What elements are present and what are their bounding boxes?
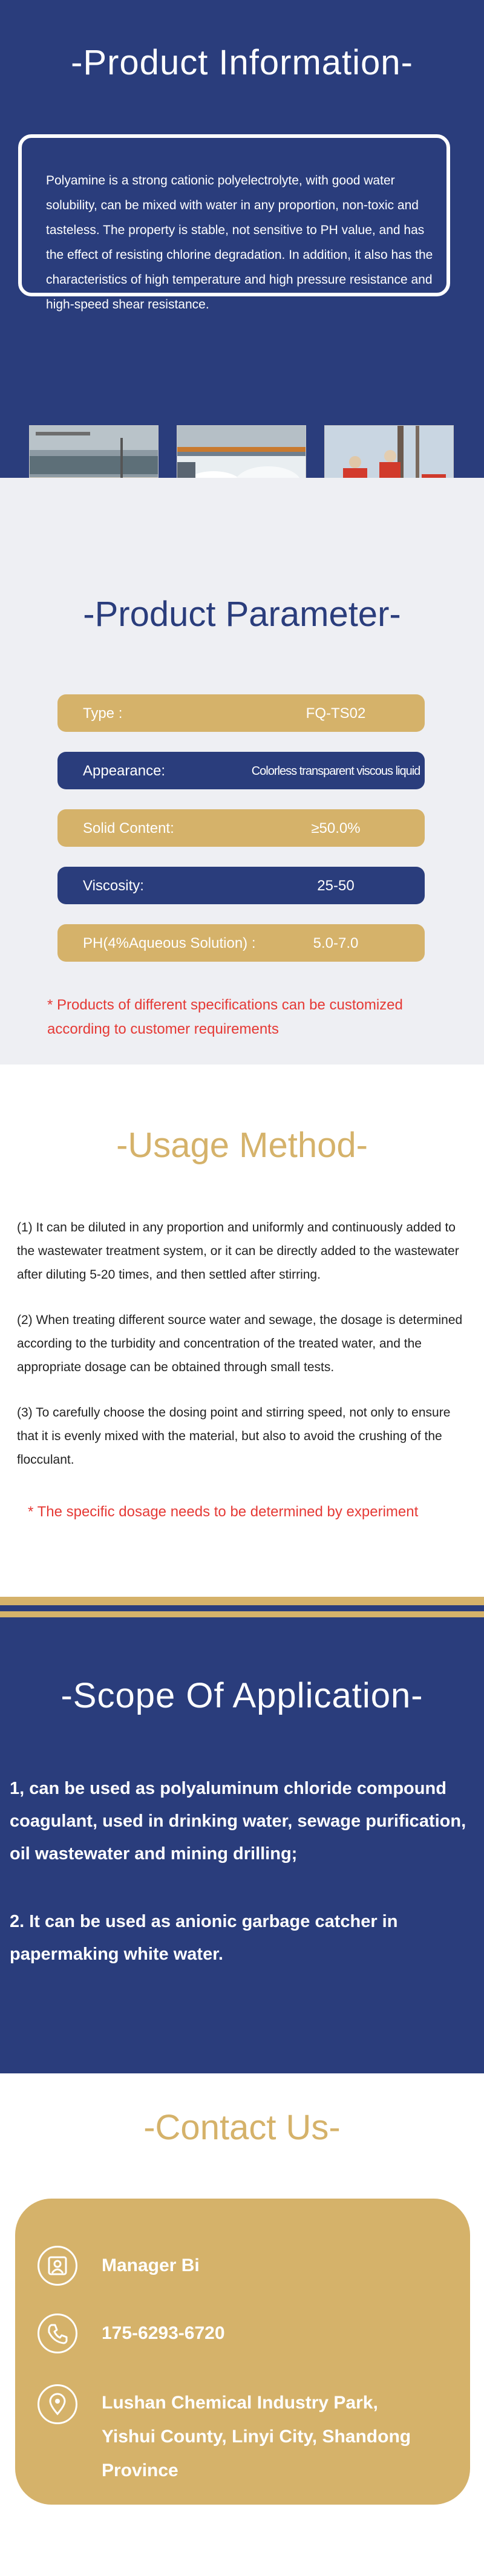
param-row-ph [57, 924, 425, 962]
param-value: 5.0-7.0 [313, 935, 359, 951]
info-text: Polyamine is a strong cationic polyelectrolyte, with good water solubility, can be mixed with water in any proportion, non-toxic and tasteless. The property is stable, not sensitive to PH value, and has the effect of resisting chlorine degradation. In addition, it also has the characteristics of high temperature and high pressure resistance and high-speed shear resistance. [46, 174, 433, 311]
param-label: Solid Content: [83, 820, 174, 836]
phone-icon [38, 2314, 77, 2353]
param-value: 25-50 [317, 878, 355, 894]
info-box [18, 134, 450, 311]
scope-title: -Scope Of Application- [60, 1676, 424, 1715]
scope-section [0, 1597, 484, 2073]
usage-title: -Usage Method- [116, 1126, 368, 1165]
param-value: ≥50.0% [311, 820, 361, 836]
scope-paragraph-1: 1, can be used as polyaluminum chloride compound coagulant, used in drinking water, sewage purification, oil wastewater and mining drilling; [10, 1779, 466, 1864]
gold-stripe-bottom [0, 1611, 484, 1617]
param-note-line1: * Products of different specifications can be customized [47, 997, 403, 1013]
usage-paragraph-3: (3) To carefully choose the dosing point and stirring speed, not only to ensure that it is evenly mixed with the material, but also to avoid the crushing of the flocculant. [17, 1406, 451, 1467]
param-label: Type : [83, 705, 123, 722]
contact-name: Manager Bi [102, 2255, 200, 2275]
contact-phone[interactable]: 175-6293-6720 [102, 2323, 225, 2343]
param-value: FQ-TS02 [306, 705, 366, 722]
contact-address: Lushan Chemical Industry Park, Yishui County, Linyi City, Shandong Province [102, 2393, 411, 2480]
product-information-section [0, 0, 484, 478]
param-label: PH(4%Aqueous Solution) : [83, 935, 256, 951]
param-value: Colorless transparent viscous liquid [251, 765, 420, 778]
parameter-title: -Product Parameter- [83, 595, 401, 634]
gold-stripe-top [0, 1597, 484, 1605]
usage-paragraph-1: (1) It can be diluted in any proportion and uniformly and continuously added to the wastewater treatment system, or it can be directly added to the wastewater after diluting 5-20 times, and then settled after stirring. [17, 1221, 459, 1282]
param-row-viscosity [57, 867, 425, 904]
param-row-solid-content [57, 809, 425, 847]
param-label: Appearance: [83, 763, 166, 779]
param-note-line2: according to customer requirements [47, 1021, 279, 1037]
contact-card [15, 2199, 470, 2505]
contact-section [0, 2073, 484, 2576]
contact-title: -Contact Us- [143, 2108, 341, 2147]
usage-paragraph-2: (2) When treating different source water and sewage, the dosage is determined according to the turbidity and concentration of the treated water, and the appropriate dosage can be obtained through small tests. [17, 1313, 463, 1374]
param-row-type [57, 694, 425, 732]
param-label: Viscosity: [83, 878, 144, 894]
scope-paragraph-2: 2. It can be used as anionic garbage catcher in papermaking white water. [10, 1912, 398, 1964]
usage-method-section [0, 1065, 484, 1597]
info-title: -Product Information- [71, 43, 413, 82]
param-row-appearance [57, 752, 425, 789]
location-icon [38, 2384, 77, 2424]
usage-note: * The specific dosage needs to be determined by experiment [28, 1504, 419, 1520]
person-icon [38, 2246, 77, 2286]
product-parameter-section [0, 478, 484, 1065]
